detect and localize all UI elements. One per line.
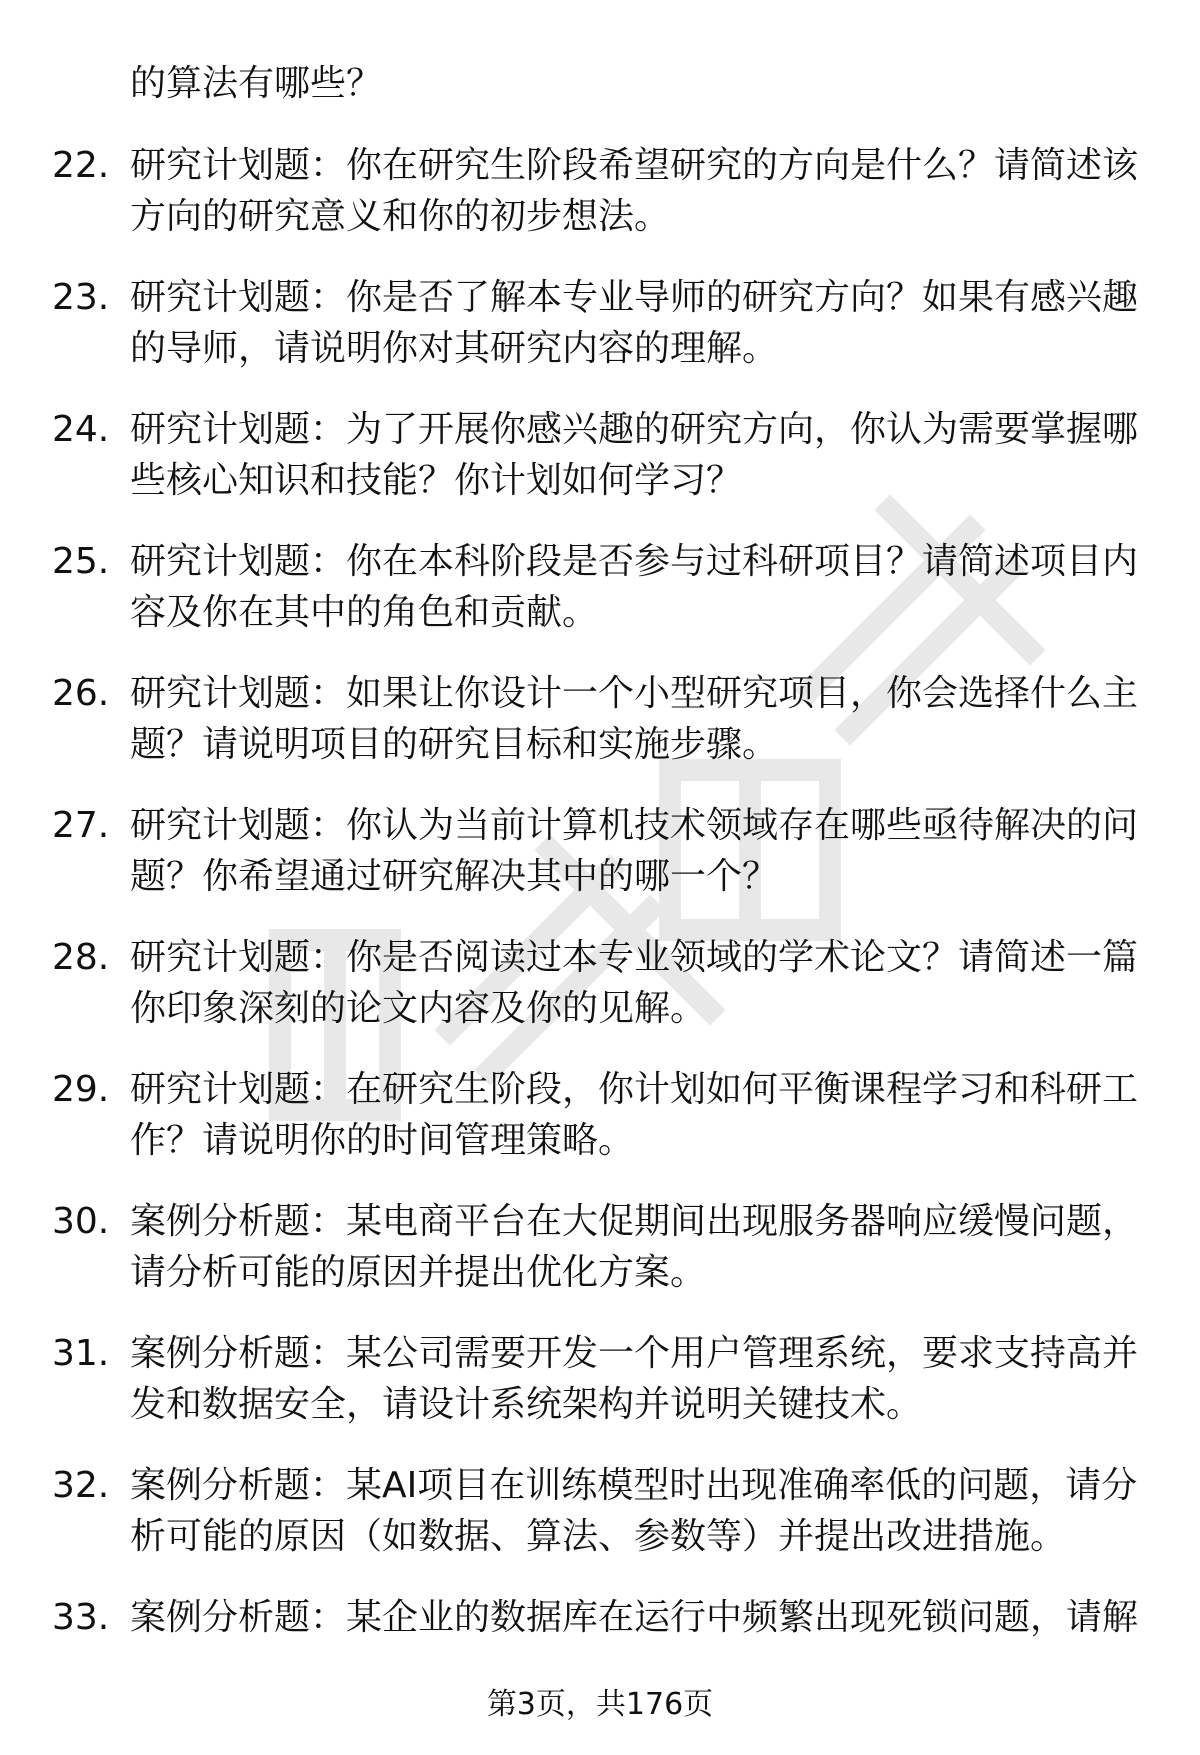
question-item bbox=[0, 404, 1200, 536]
page-footer: 第3页，共176页 bbox=[486, 1687, 714, 1722]
question-number: 29. bbox=[52, 1069, 110, 1110]
question-item bbox=[0, 1196, 1200, 1328]
question-list bbox=[0, 140, 1200, 1652]
question-text-line: 方向的研究意义和你的初步想法。 bbox=[130, 196, 671, 237]
question-number: 22. bbox=[52, 145, 110, 186]
question-text-line: 些核心知识和技能？你计划如何学习？ bbox=[130, 460, 743, 501]
question-text-line: 题？请说明项目的研究目标和实施步骤。 bbox=[130, 724, 779, 765]
question-item bbox=[0, 1592, 1200, 1652]
question-text-line: 题？你希望通过研究解决其中的哪一个？ bbox=[130, 856, 779, 897]
question-text-line: 研究计划题：你认为当前计算机技术领域存在哪些亟待解决的问 bbox=[130, 805, 1139, 846]
question-text-line: 研究计划题：你是否了解本专业导师的研究方向？如果有感兴趣 bbox=[130, 277, 1139, 318]
question-item bbox=[0, 800, 1200, 932]
question-text-line: 请分析可能的原因并提出优化方案。 bbox=[130, 1252, 707, 1293]
question-number: 24. bbox=[52, 409, 110, 450]
question-text-line: 研究计划题：如果让你设计一个小型研究项目，你会选择什么主 bbox=[130, 673, 1139, 714]
question-number: 27. bbox=[52, 805, 110, 846]
question-text-line: 容及你在其中的角色和贡献。 bbox=[130, 592, 599, 633]
question-text-line: 案例分析题：某公司需要开发一个用户管理系统，要求支持高并 bbox=[130, 1333, 1139, 1374]
question-text-line: 作？请说明你的时间管理策略。 bbox=[130, 1120, 635, 1161]
question-text-line: 案例分析题：某企业的数据库在运行中频繁出现死锁问题，请解 bbox=[130, 1597, 1139, 1638]
question-number: 30. bbox=[52, 1201, 110, 1242]
question-text-line: 研究计划题：你在本科阶段是否参与过科研项目？请简述项目内 bbox=[130, 541, 1139, 582]
question-text-line: 研究计划题：在研究生阶段，你计划如何平衡课程学习和科研工 bbox=[130, 1069, 1139, 1110]
question-text-line: 研究计划题：为了开展你感兴趣的研究方向，你认为需要掌握哪 bbox=[130, 409, 1139, 450]
question-item bbox=[0, 140, 1200, 272]
question-text-line: 析可能的原因（如数据、算法、参数等）并提出改进措施。 bbox=[130, 1516, 1067, 1557]
question-text-line: 研究计划题：你在研究生阶段希望研究的方向是什么？请简述该 bbox=[130, 145, 1139, 186]
question-number: 23. bbox=[52, 277, 110, 318]
question-item bbox=[0, 1328, 1200, 1460]
question-text-line: 发和数据安全，请设计系统架构并说明关键技术。 bbox=[130, 1384, 923, 1425]
question-text-line: 的导师，请说明你对其研究内容的理解。 bbox=[130, 328, 779, 369]
question-item bbox=[0, 668, 1200, 800]
question-number: 33. bbox=[52, 1597, 110, 1638]
question-text-line: 你印象深刻的论文内容及你的见解。 bbox=[130, 988, 707, 1029]
question-item bbox=[0, 1460, 1200, 1592]
question-number: 25. bbox=[52, 541, 110, 582]
question-number: 31. bbox=[52, 1333, 110, 1374]
question-number: 26. bbox=[52, 673, 110, 714]
question-item bbox=[0, 272, 1200, 404]
question-item bbox=[0, 932, 1200, 1064]
question-number: 32. bbox=[52, 1465, 110, 1506]
question-number: 28. bbox=[52, 937, 110, 978]
continuation-text: 的算法有哪些？ bbox=[130, 63, 383, 104]
question-item bbox=[0, 536, 1200, 668]
question-item bbox=[0, 1064, 1200, 1196]
question-text-line: 案例分析题：某AI项目在训练模型时出现准确率低的问题，请分 bbox=[130, 1465, 1138, 1506]
question-text-line: 案例分析题：某电商平台在大促期间出现服务器响应缓慢问题， bbox=[130, 1201, 1139, 1242]
question-text-line: 研究计划题：你是否阅读过本专业领域的学术论文？请简述一篇 bbox=[130, 937, 1139, 978]
